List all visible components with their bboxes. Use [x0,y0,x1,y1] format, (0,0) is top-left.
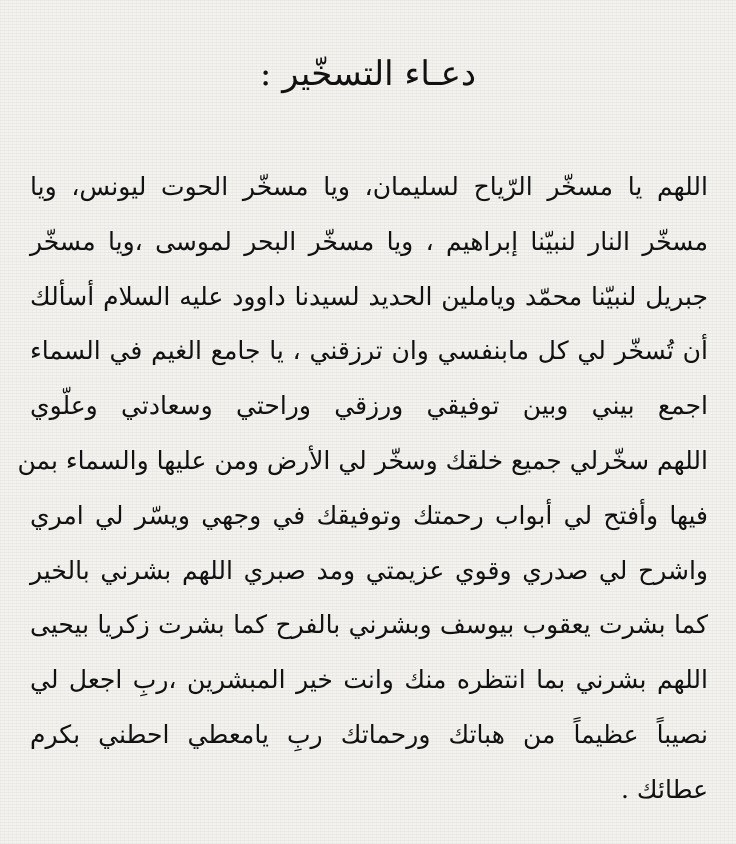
prayer-line-2: مسخّر النار لنبيّنا إبراهيم ، ويا مسخّر البحر لموسى ،ويا مسخّر [30,226,708,256]
prayer-line-4: أن تُسخّر لي كل مابنفسي وان ترزقني ، يا جامع الغيم في السماء [30,336,708,366]
prayer-body [17,160,708,818]
prayer-line-6: اللهم سخّرلي جميع خلقك وسخّر لي الأرض ومن عليها والسماء بمن [17,445,708,475]
prayer-line-7: فيها وأفتح لي أبواب رحمتك وتوفيقك في وجهي ويسّر لي امري [30,500,708,530]
prayer-line-9: كما بشرت يعقوب بيوسف وبشرني بالفرح كما بشرت زكريا بيحيى [30,610,708,640]
prayer-line-3: جبريل لنبيّنا محمّد وياملين الحديد لسيدنا داوود عليه السلام أسألك [30,281,708,311]
prayer-line-8: واشرح لي صدري وقوي عزيمتي ومد صبري اللهم بشرني بالخير [30,555,708,585]
page-title: دعـاء التسخّير : [259,54,477,94]
prayer-line-11: نصيباً عظيماً من هباتك ورحماتك ربِ يامعطي احطني بكرم [30,719,708,749]
prayer-line-10: اللهم بشرني بما انتظره منك وانت خير المبشرين ،ربِ اجعل لي [30,665,708,695]
prayer-line-1: اللهم يا مسخّر الرّياح لسليمان، ويا مسخّر الحوت ليونس، ويا [30,172,708,201]
prayer-line-5: اجمع بيني وبين توفيقي ورزقي وراحتي وسعادتي وعلّوي [30,391,708,421]
prayer-line-12: عطائك . [621,774,708,804]
